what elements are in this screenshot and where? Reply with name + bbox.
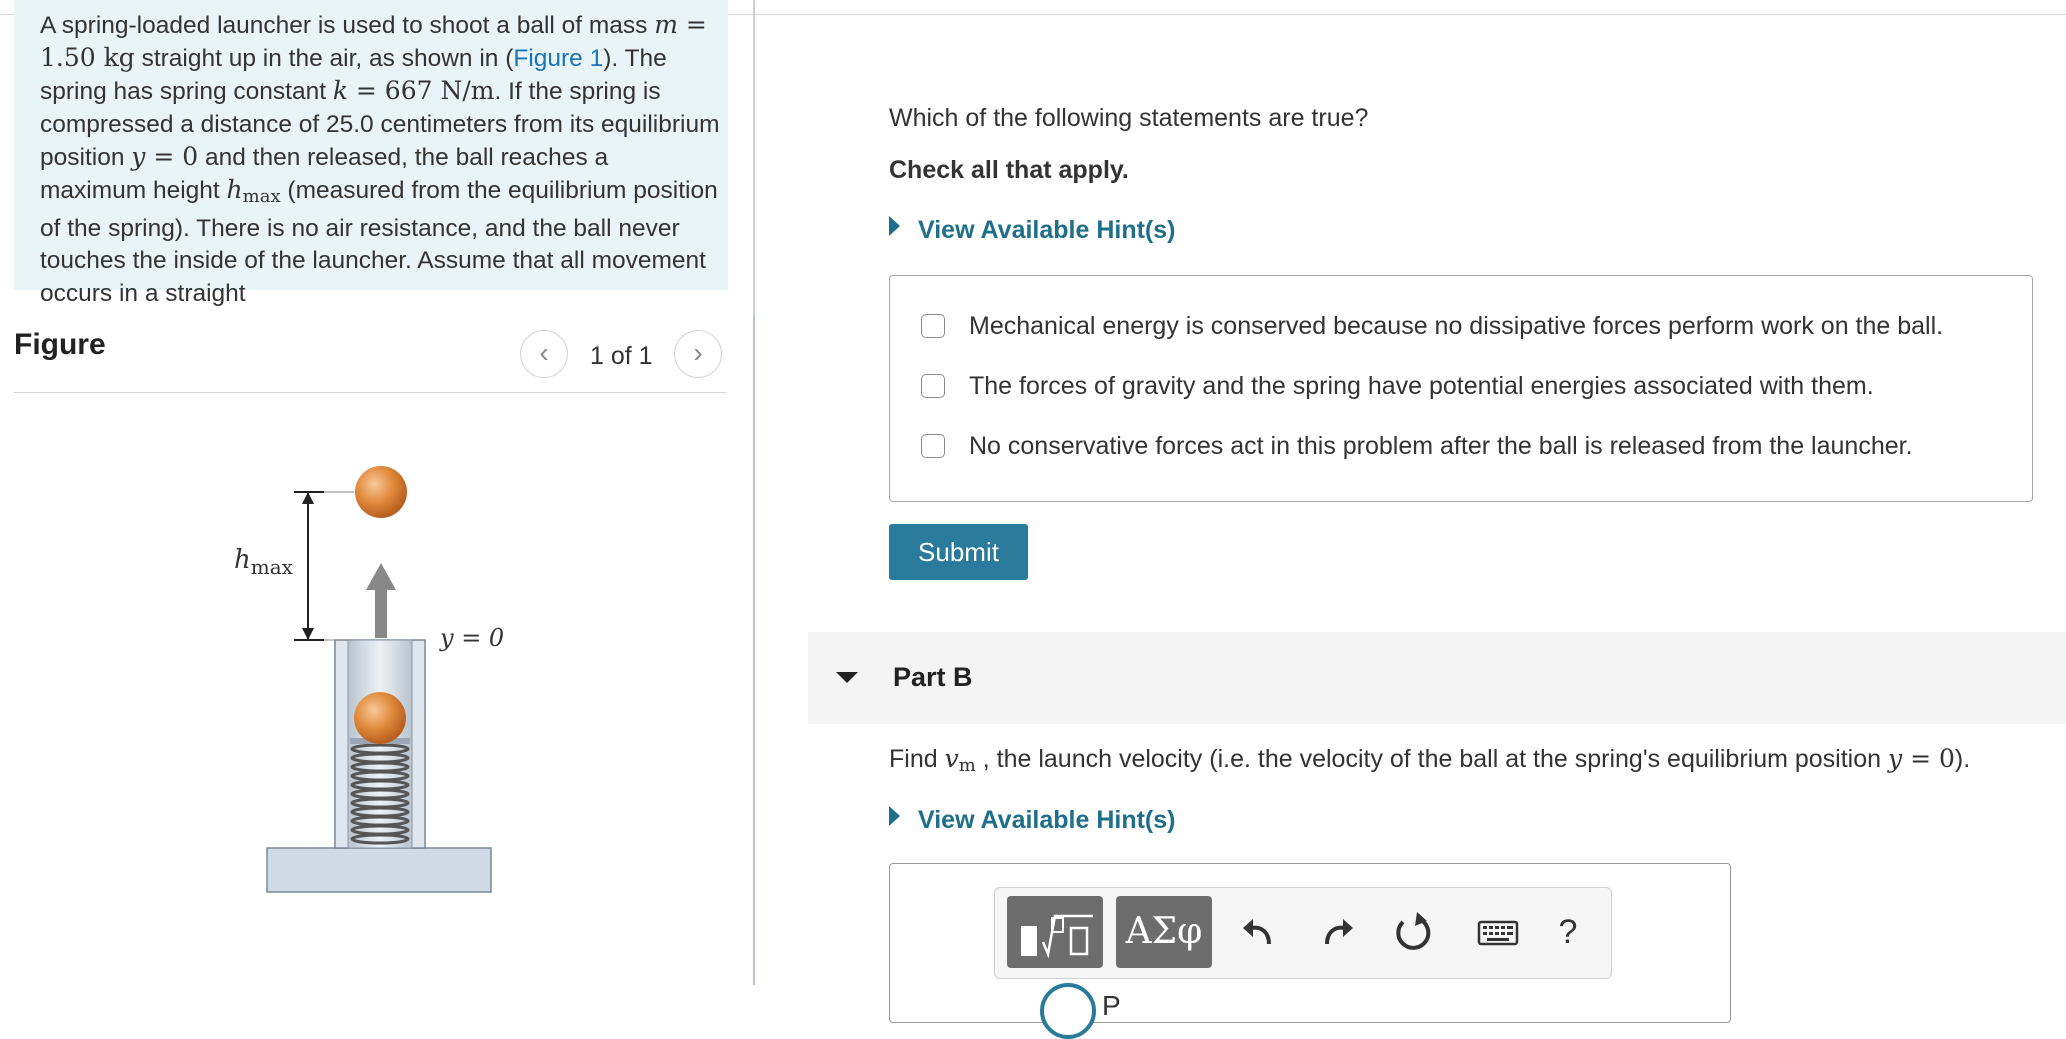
undo-icon[interactable] [1235, 908, 1283, 956]
equilibrium-expression: y = 0 [131, 141, 199, 171]
answer-options [889, 275, 2033, 502]
option-row[interactable] [921, 368, 1874, 404]
cutoff-text: P [1102, 990, 1121, 1021]
part-a-question: Which of the following statements are true? [889, 104, 1369, 132]
part-b-title: Part B [893, 662, 973, 692]
cutoff-circle-icon [1040, 983, 1096, 1039]
ball-at-max-height [355, 466, 407, 518]
option-label: Mechanical energy is conserved because no dissipative forces perform work on the ball. [969, 311, 1944, 340]
option-checkbox[interactable] [921, 434, 945, 458]
reset-icon[interactable] [1389, 908, 1437, 956]
mass-expression: m = 1.50 kg [40, 10, 707, 73]
y0-label: y = 0 [440, 624, 505, 652]
problem-text-segment: A spring-loaded launcher is used to shoot a ball of mass [40, 12, 655, 39]
figure-next-button[interactable]: › [674, 330, 722, 378]
option-label: No conservative forces act in this problem after the ball is released from the launcher. [969, 431, 1913, 460]
part-b-hints-toggle[interactable]: View Available Hint(s) [889, 806, 1175, 835]
templates-button[interactable] [1007, 896, 1103, 968]
part-b-header[interactable] [808, 632, 2066, 724]
figure-link[interactable]: Figure 1 [513, 45, 604, 73]
option-row[interactable] [921, 308, 1943, 344]
option-checkbox[interactable] [921, 314, 945, 338]
dimension-arrowhead-bottom [302, 628, 314, 640]
part-b-question: Find $v_m$ , the launch velocity (i.e. the velocity of the ball at the spring's equilibrium position y = 0). [889, 744, 1971, 776]
redo-icon[interactable] [1313, 908, 1361, 956]
problem-statement[interactable] [14, 0, 728, 307]
templates-icon [1007, 896, 1103, 968]
figure-header [14, 318, 726, 393]
keyboard-icon[interactable] [1473, 908, 1521, 956]
left-panel [0, 0, 756, 1008]
greek-symbols-button[interactable]: ΑΣφ [1116, 896, 1212, 968]
math-toolbar [994, 887, 1612, 979]
ball-in-launcher [354, 692, 406, 744]
launcher-base [267, 848, 491, 892]
launch-velocity-symbol: $v_m$ [944, 744, 976, 776]
problem-text: A spring-loaded launcher is used to shoot a ball of mass m = 1.50 kg straight up in the air, as shown in (Figure 1). The spring has spring constant k = 667 N/m. If the spring is compressed a distance of 25.0 centimeters from its equilibrium position y = 0 and then released, the ball reaches a maximum height $h_{max}$ (measured from the equilibrium position of the spring). There is no air resistance, and the ball never touches the inside of the launcher. Assume that all movement occurs in a straight [40, 10, 720, 307]
part-a-hints-toggle[interactable]: View Available Hint(s) [889, 216, 1175, 245]
option-checkbox[interactable] [921, 374, 945, 398]
submit-button[interactable]: Submit [889, 524, 1028, 580]
upward-arrow [366, 563, 396, 638]
hmax-label: $h_{max}$ [234, 545, 293, 579]
option-label: The forces of gravity and the spring have potential energies associated with them. [969, 371, 1874, 400]
launcher-figure [220, 440, 540, 900]
figure-title: Figure [14, 328, 106, 361]
caret-right-icon [889, 806, 900, 826]
figure-prev-button[interactable]: ‹ [520, 330, 568, 378]
caret-down-icon [836, 672, 858, 683]
spring-constant-expression: k = 667 N/m [332, 76, 495, 106]
caret-right-icon [889, 216, 900, 236]
max-height-symbol: $h_{max}$ [226, 175, 281, 208]
dimension-arrowhead-top [302, 492, 314, 504]
equilibrium-expression: y = 0 [1888, 744, 1955, 773]
figure-counter: 1 of 1 [590, 342, 653, 370]
help-button[interactable]: ? [1558, 913, 1578, 951]
height-dimension-line [294, 492, 354, 640]
panel-divider-highlight [753, 315, 755, 985]
part-a-instruction: Check all that apply. [889, 156, 1129, 184]
option-row[interactable] [921, 428, 1913, 464]
